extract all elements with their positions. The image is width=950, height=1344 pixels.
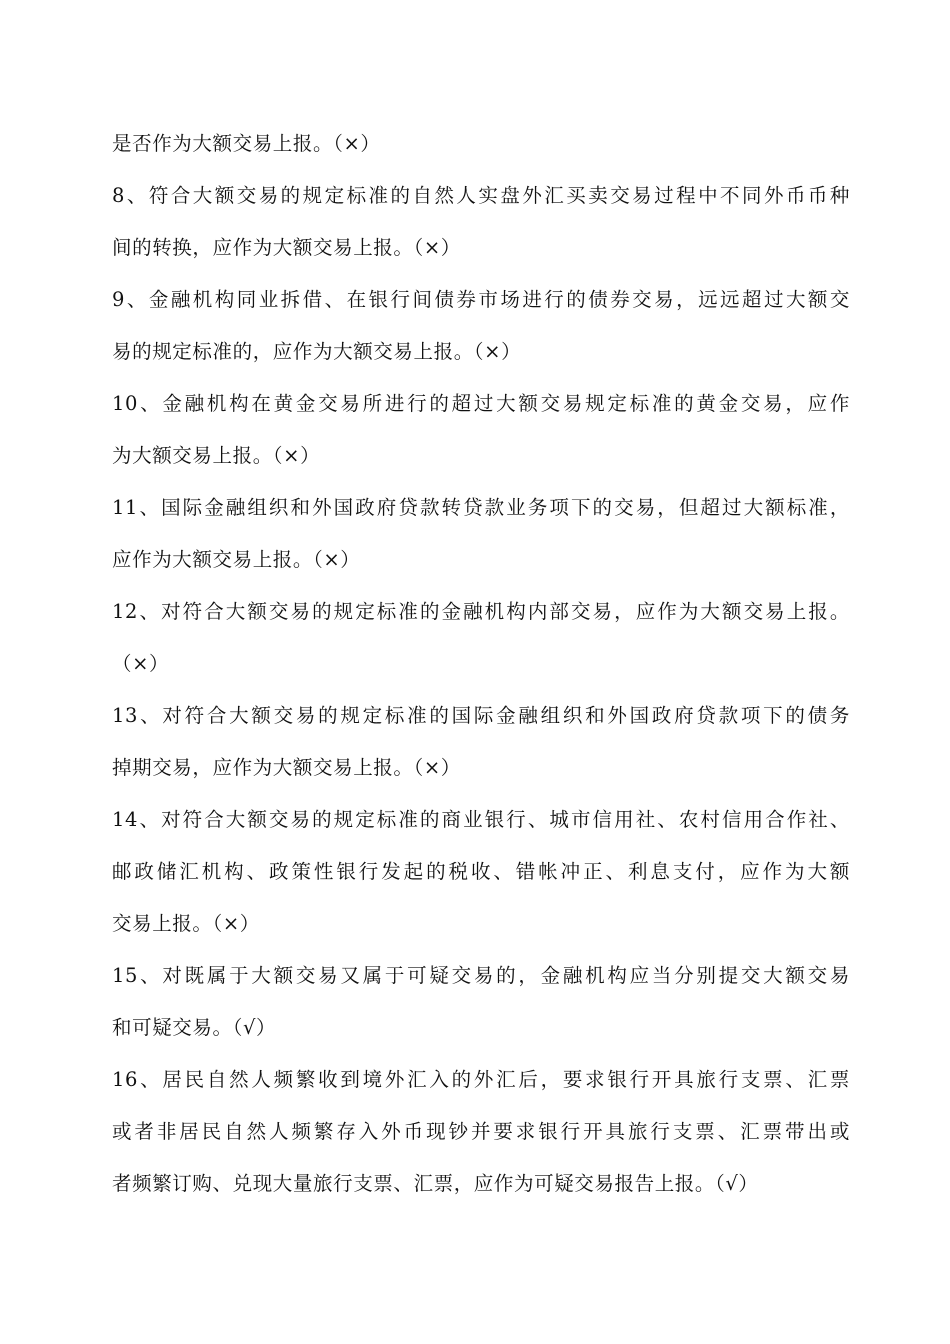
text-line-1: 是否作为大额交易上报。（×） [112,132,381,155]
text-line-20: 或者非居民自然人频繁存入外币现钞并要求银行开具旅行支票、汇票带出或 [112,1120,850,1143]
text-line-2: 8、符合大额交易的规定标准的自然人实盘外汇买卖交易过程中不同外币币种 [112,184,850,207]
text-line-13: 掉期交易，应作为大额交易上报。（×） [112,756,461,779]
text-line-8: 11、国际金融组织和外国政府贷款转贷款业务项下的交易，但超过大额标准， [112,496,850,519]
text-line-7: 为大额交易上报。（×） [112,444,321,467]
text-line-15: 邮政储汇机构、政策性银行发起的税收、错帐冲正、利息支付，应作为大额 [112,860,850,883]
text-line-16: 交易上报。（×） [112,912,260,935]
text-line-6: 10、金融机构在黄金交易所进行的超过大额交易规定标准的黄金交易，应作 [112,392,850,415]
text-line-21: 者频繁订购、兑现大量旅行支票、汇票，应作为可疑交易报告上报。（√） [112,1172,759,1195]
text-line-5: 易的规定标准的，应作为大额交易上报。（×） [112,340,522,363]
text-line-19: 16、居民自然人频繁收到境外汇入的外汇后，要求银行开具旅行支票、汇票 [112,1068,850,1091]
text-line-12: 13、对符合大额交易的规定标准的国际金融组织和外国政府贷款项下的债务 [112,704,850,727]
text-line-11: （×） [112,652,170,675]
text-line-18: 和可疑交易。（√） [112,1016,277,1039]
document-body [112,122,850,1214]
text-line-10: 12、对符合大额交易的规定标准的金融机构内部交易，应作为大额交易上报。 [112,600,850,623]
text-line-4: 9、金融机构同业拆借、在银行间债券市场进行的债券交易，远远超过大额交 [112,288,850,311]
text-line-3: 间的转换，应作为大额交易上报。（×） [112,236,461,259]
text-line-14: 14、对符合大额交易的规定标准的商业银行、城市信用社、农村信用合作社、 [112,808,850,831]
text-line-9: 应作为大额交易上报。（×） [112,548,361,571]
text-line-17: 15、对既属于大额交易又属于可疑交易的，金融机构应当分别提交大额交易 [112,964,850,987]
